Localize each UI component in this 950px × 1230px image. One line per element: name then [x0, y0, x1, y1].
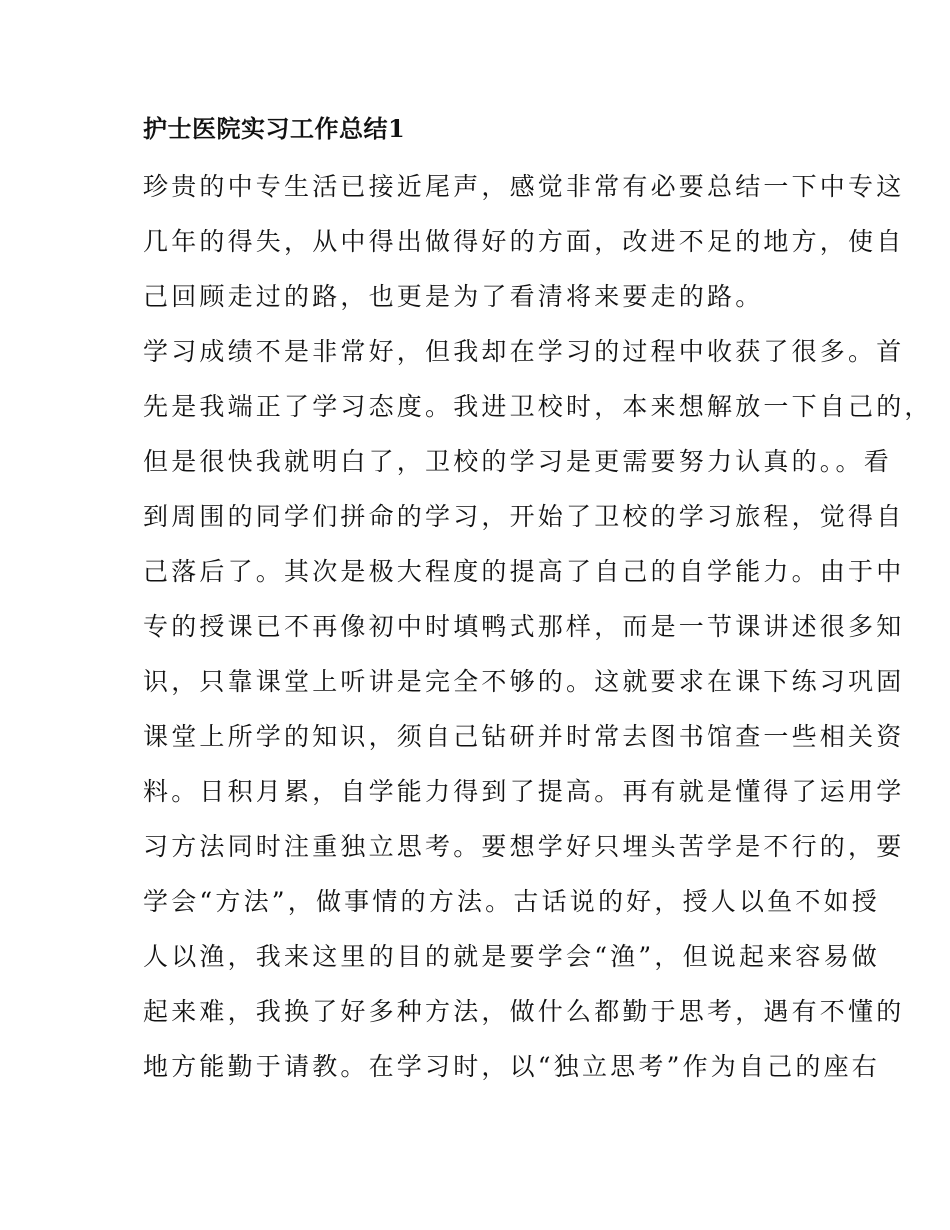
body-line: 地方能勤于请教。在学习时，以“独立思考”作为自己的座右	[143, 1052, 880, 1081]
body-line: 起来难，我换了好多种方法，做什么都勤于思考，遇有不懂的	[143, 997, 905, 1026]
body-line: 珍贵的中专生活已接近尾声，感觉非常有必要总结一下中专这	[143, 172, 905, 201]
body-line: 学会“方法”，做事情的方法。古话说的好，授人以鱼不如授	[143, 887, 880, 916]
body-line: 学习成绩不是非常好，但我却在学习的过程中收获了很多。首	[143, 337, 905, 366]
body-line: 己回顾走过的路，也更是为了看清将来要走的路。	[143, 282, 764, 311]
body-line: 料。日积月累，自学能力得到了提高。再有就是懂得了运用学	[143, 777, 905, 806]
body-line: 习方法同时注重独立思考。要想学好只埋头苦学是不行的，要	[143, 832, 905, 861]
body-line: 人以渔，我来这里的目的就是要学会“渔”，但说起来容易做	[143, 942, 880, 971]
body-line: 己落后了。其次是极大程度的提高了自己的自学能力。由于中	[143, 557, 905, 586]
body-line: 识，只靠课堂上听讲是完全不够的。这就要求在课下练习巩固	[143, 667, 905, 696]
body-line: 课堂上所学的知识，须自己钻研并时常去图书馆查一些相关资	[143, 722, 905, 751]
document-title: 护士医院实习工作总结1	[143, 114, 406, 143]
body-line: 先是我端正了学习态度。我进卫校时，本来想解放一下自己的，	[143, 392, 933, 421]
body-line: 到周围的同学们拼命的学习，开始了卫校的学习旅程，觉得自	[143, 502, 905, 531]
body-line: 专的授课已不再像初中时填鸭式那样，而是一节课讲述很多知	[143, 612, 905, 641]
body-line: 但是很快我就明白了，卫校的学习是更需要努力认真的。。看	[143, 447, 892, 476]
body-line: 几年的得失，从中得出做得好的方面，改进不足的地方，使自	[143, 227, 905, 256]
